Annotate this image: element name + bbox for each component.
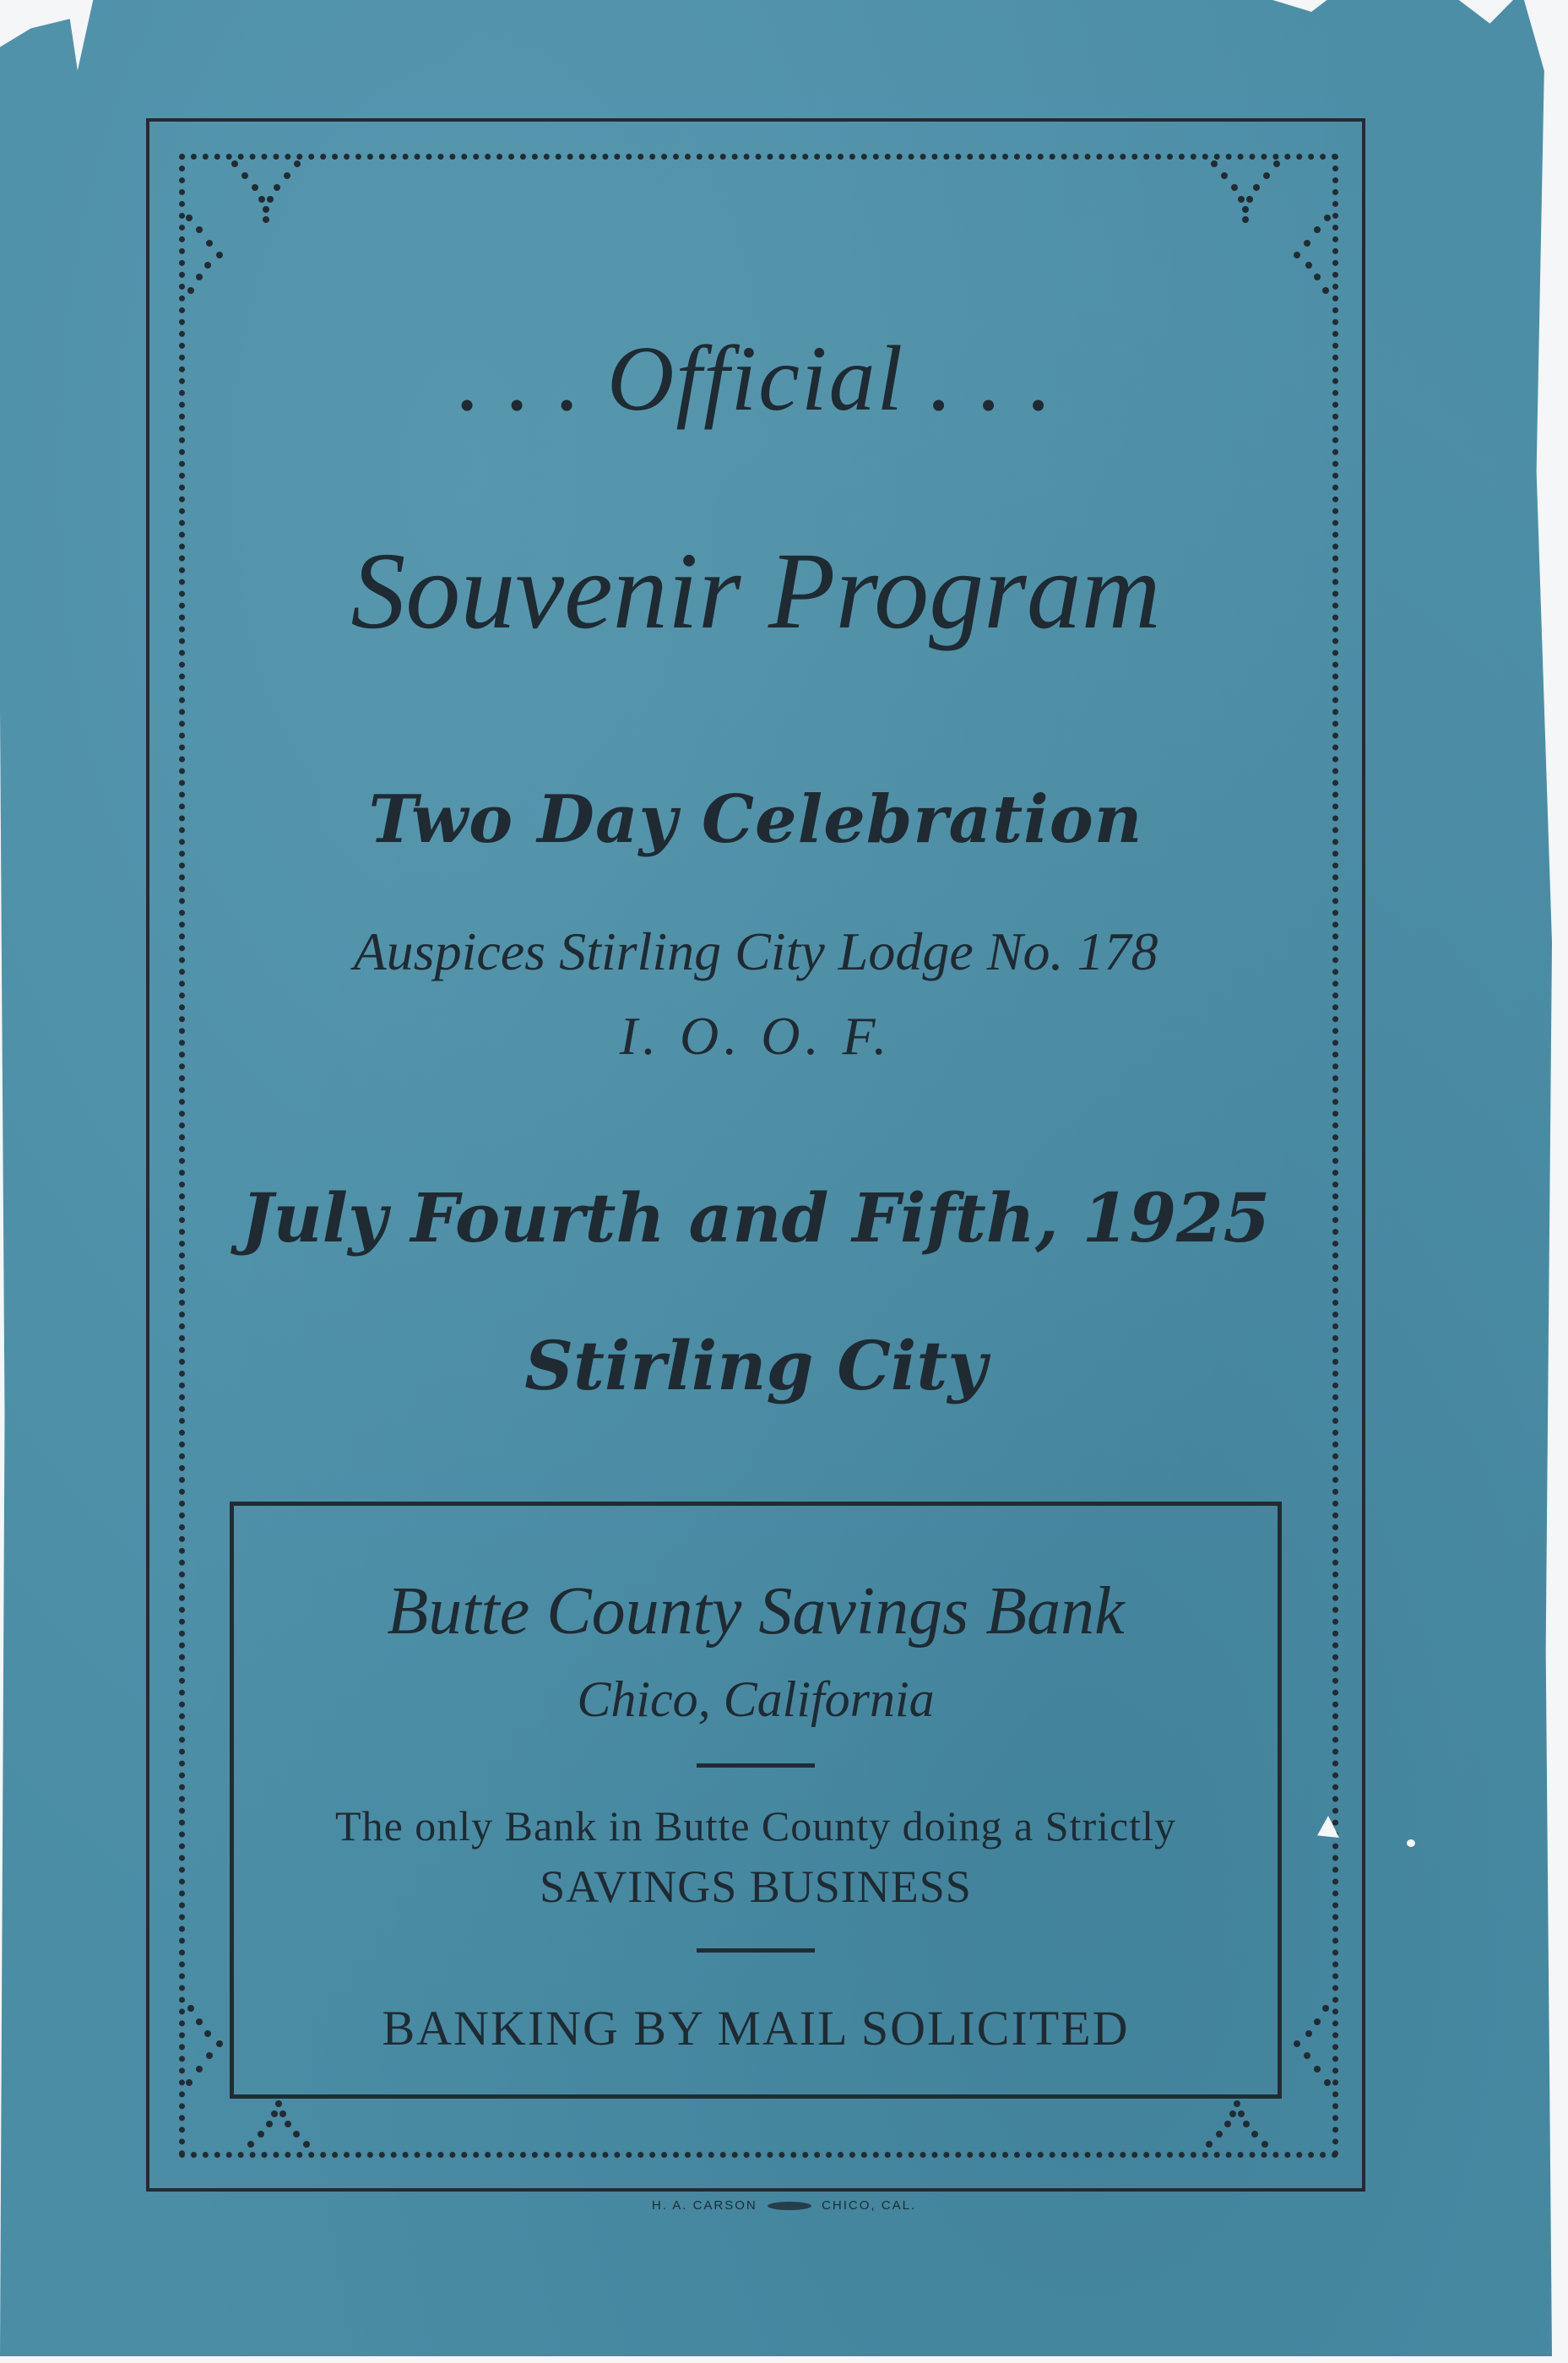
ornament-bottom-right-icon [1199,2099,1275,2158]
bank-advertisement-box [230,1502,1282,2099]
bank-tagline-emphasis: SAVINGS BUSINESS [540,1861,972,1912]
printer-name: H. A. CARSON [651,2198,757,2213]
union-label-icon [768,2202,811,2210]
auspices-line: Auspices Stirling City Lodge No. 178 [353,921,1158,981]
divider-rule [697,1763,815,1768]
bank-location: Chico, California [577,1671,935,1727]
official-heading: . . . Official . . . [457,327,1055,430]
ioof-line: I. O. O. F. [619,1006,893,1066]
paper-hole [1407,1839,1415,1847]
printer-city: CHICO, CAL. [822,2198,917,2213]
ornament-bottom-left-icon [241,2099,317,2158]
program-title: Souvenir Program [350,530,1161,652]
bank-name: Butte County Savings Bank [387,1574,1125,1649]
ornament-right-upper-icon [1258,211,1334,304]
printer-imprint [0,2198,1568,2213]
bank-tagline: The only Bank in Butte County doing a Strictly [335,1802,1176,1850]
event-date: July Fourth and Fifth, 1925 [241,1178,1271,1258]
divider-rule [697,1948,815,1953]
banking-by-mail: BANKING BY MAIL SOLICITED [382,2001,1130,2056]
ornament-left-upper-icon [182,211,258,304]
event-location: Stirling City [524,1326,987,1405]
celebration-subtitle: Two Day Celebration [368,781,1143,858]
